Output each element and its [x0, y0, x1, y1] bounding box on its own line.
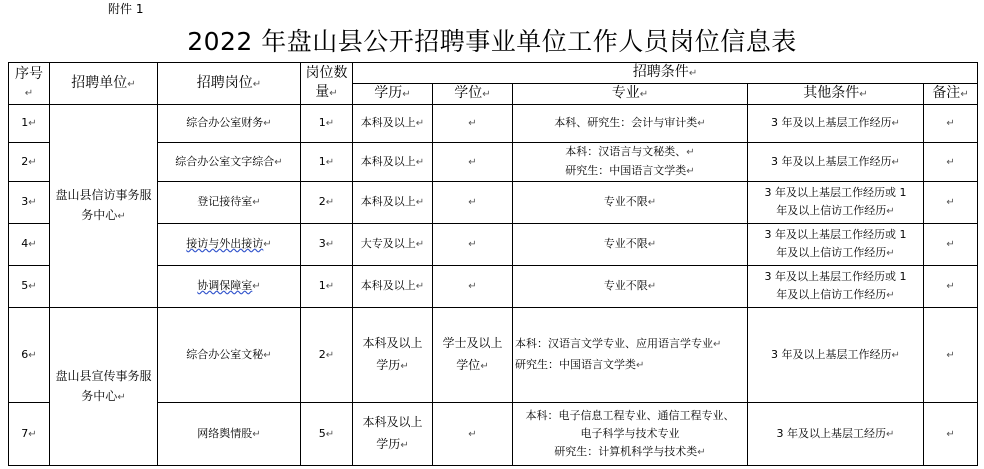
cell-note: ↵ — [924, 266, 978, 308]
cell-position: 网络舆情股↵ — [158, 403, 301, 466]
cell-count: 5↵ — [301, 403, 353, 466]
major-line-2: 研究生：中国语言文学类↵ — [565, 164, 695, 177]
cell-major — [513, 143, 748, 182]
cell-other — [748, 182, 924, 224]
cell-position: 登记接待室↵ — [158, 182, 301, 224]
cell-other: 3 年及以上基层工经历↵ — [748, 403, 924, 466]
cell-education: 大专及以上↵ — [353, 224, 433, 266]
cell-education: 本科及以上↵ — [353, 266, 433, 308]
other-line-2: 年及以上信访工作经历↵ — [776, 288, 895, 301]
cell-other — [748, 266, 924, 308]
cell-position: 接访与外出接访↵ — [158, 224, 301, 266]
cell-major — [513, 308, 748, 403]
cell-seq: 3↵ — [9, 182, 50, 224]
cell-education — [353, 403, 433, 466]
cell-other — [748, 224, 924, 266]
cell-position: 综合办公室财务↵ — [158, 105, 301, 143]
cell-count: 2↵ — [301, 308, 353, 403]
header-row-1 — [9, 63, 978, 84]
cell-education: 本科及以上↵ — [353, 105, 433, 143]
cell-unit: 盘山县宣传事务服务中心↵ — [50, 308, 158, 466]
other-line-1: 3 年及以上基层工作经历或 1 — [764, 270, 907, 283]
cell-note: ↵ — [924, 403, 978, 466]
header-major: 专业↵ — [513, 84, 748, 105]
cell-degree: ↵ — [433, 182, 513, 224]
cell-note: ↵ — [924, 105, 978, 143]
other-line-1: 3 年及以上基层工作经历或 1 — [764, 228, 907, 241]
cell-major — [513, 403, 748, 466]
cell-seq: 6↵ — [9, 308, 50, 403]
header-count: 岗位数量↵ — [301, 63, 353, 105]
cell-degree: ↵ — [433, 266, 513, 308]
cell-other: 3 年及以上基层工作经历↵ — [748, 105, 924, 143]
degree-line-1: 学士及以上 — [442, 336, 503, 350]
cell-degree — [433, 308, 513, 403]
cell-note: ↵ — [924, 224, 978, 266]
degree-line-2: 学位↵ — [456, 358, 489, 372]
cell-seq: 7↵ — [9, 403, 50, 466]
cell-count: 1↵ — [301, 105, 353, 143]
cell-degree: ↵ — [433, 105, 513, 143]
major-line-1: 本科：汉语言文学专业、应用语言学专业↵ — [515, 337, 722, 350]
other-line-2: 年及以上信访工作经历↵ — [776, 204, 895, 217]
header-degree: 学位↵ — [433, 84, 513, 105]
cell-major: 专业不限↵ — [513, 266, 748, 308]
attachment-label: 附件 1 — [108, 2, 144, 16]
major-line-2: 研究生：中国语言文学类↵ — [515, 358, 645, 371]
major-line-1: 本科：汉语言与文秘类、↵ — [565, 145, 695, 158]
position-info-table — [8, 62, 978, 466]
major-line-1: 本科：电子信息工程专业、通信工程专业、 — [525, 408, 735, 422]
major-line-3: 研究生：计算机科学与技术类↵ — [554, 444, 706, 458]
table-row — [9, 308, 978, 403]
cell-degree: ↵ — [433, 224, 513, 266]
cell-major: 本科、研究生：会计与审计类↵ — [513, 105, 748, 143]
cell-other: 3 年及以上基层工作经历↵ — [748, 308, 924, 403]
cell-education — [353, 308, 433, 403]
header-note: 备注↵ — [924, 84, 978, 105]
cell-position: 协调保障室↵ — [158, 266, 301, 308]
cell-major: 专业不限↵ — [513, 182, 748, 224]
cell-count: 2↵ — [301, 182, 353, 224]
education-line-1: 本科及以上 — [362, 415, 423, 429]
header-seq: 序号↵ — [9, 63, 50, 105]
cell-position: 综合办公室文字综合↵ — [158, 143, 301, 182]
cell-note: ↵ — [924, 182, 978, 224]
cell-count: 3↵ — [301, 224, 353, 266]
education-line-2: 学历↵ — [376, 437, 409, 451]
cell-seq: 5↵ — [9, 266, 50, 308]
cell-degree: ↵ — [433, 143, 513, 182]
cell-other: 3 年及以上基层工作经历↵ — [748, 143, 924, 182]
cell-note: ↵ — [924, 143, 978, 182]
cell-note: ↵ — [924, 308, 978, 403]
cell-unit: 盘山县信访事务服务中心↵ — [50, 105, 158, 308]
cell-position: 综合办公室文秘↵ — [158, 308, 301, 403]
cell-seq: 2↵ — [9, 143, 50, 182]
cell-seq: 4↵ — [9, 224, 50, 266]
education-line-2: 学历↵ — [376, 358, 409, 372]
cell-major: 专业不限↵ — [513, 224, 748, 266]
header-conditions: 招聘条件↵ — [353, 63, 978, 84]
header-other: 其他条件↵ — [748, 84, 924, 105]
table-row — [9, 105, 978, 143]
cell-education: 本科及以上↵ — [353, 182, 433, 224]
cell-degree: ↵ — [433, 403, 513, 466]
header-education: 学历↵ — [353, 84, 433, 105]
cell-seq: 1↵ — [9, 105, 50, 143]
header-position: 招聘岗位↵ — [158, 63, 301, 105]
cell-count: 1↵ — [301, 143, 353, 182]
cell-education: 本科及以上↵ — [353, 143, 433, 182]
cell-count: 1↵ — [301, 266, 353, 308]
other-line-2: 年及以上信访工作经历↵ — [776, 246, 895, 259]
education-line-1: 本科及以上 — [362, 336, 423, 350]
other-line-1: 3 年及以上基层工作经历或 1 — [764, 186, 907, 199]
page-title: 2022 年盘山县公开招聘事业单位工作人员岗位信息表 — [187, 27, 797, 56]
header-unit: 招聘单位↵ — [50, 63, 158, 105]
major-line-2: 电子科学与技术专业 — [580, 426, 680, 440]
